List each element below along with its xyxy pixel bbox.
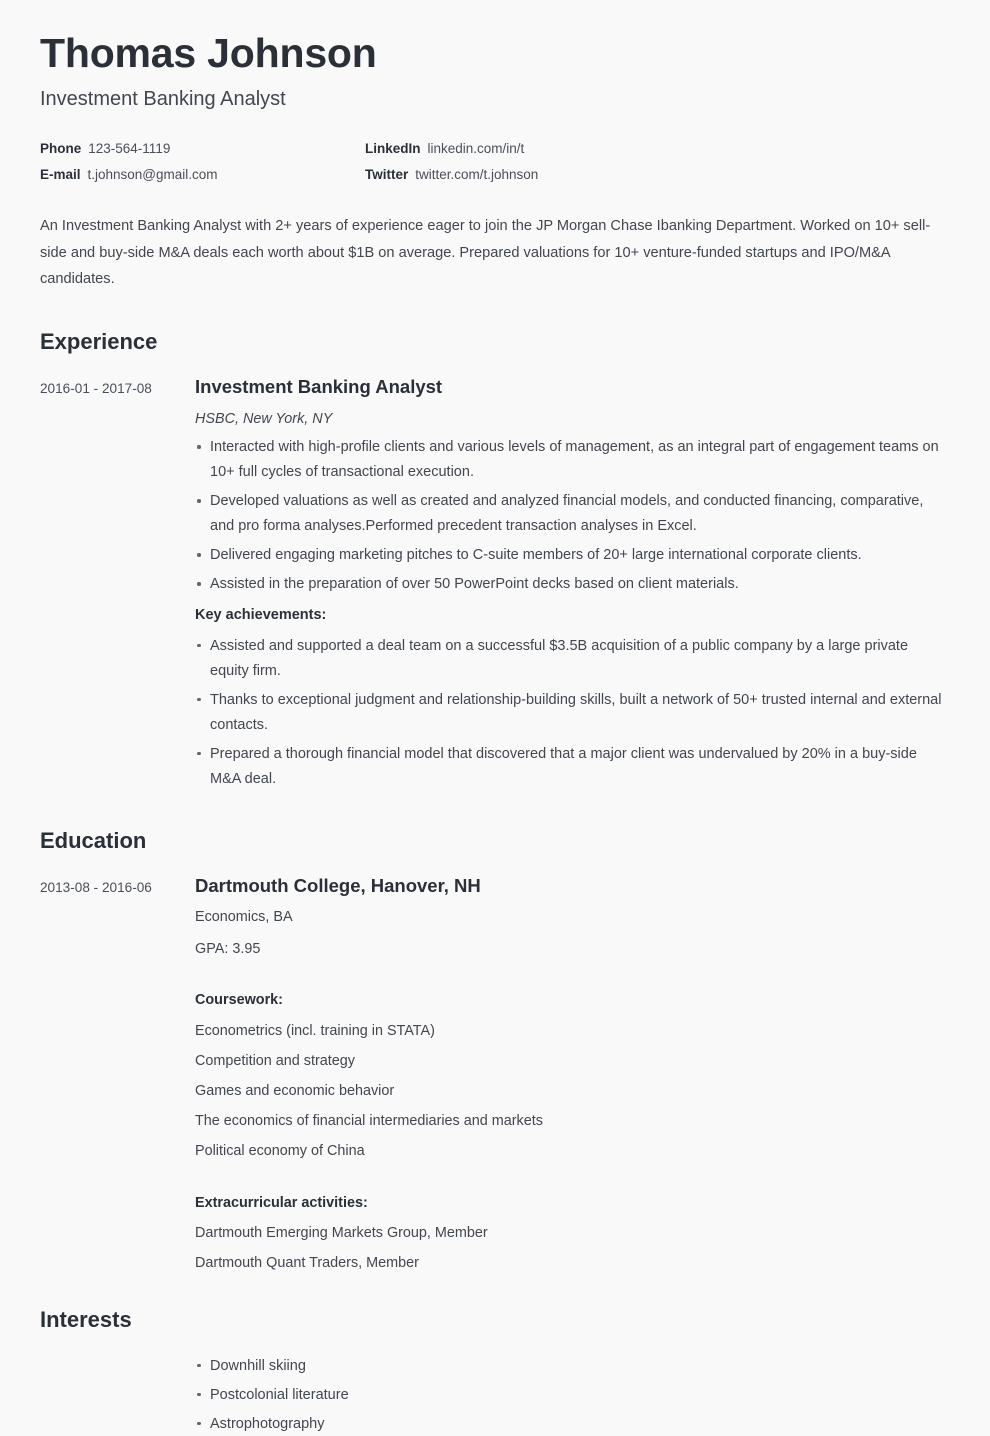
list-item: Thanks to exceptional judgment and relationship-building skills, built a network of 50+ trusted internal and external contacts.	[195, 688, 950, 738]
section-heading-education: Education	[40, 828, 950, 854]
contact-value-linkedin[interactable]: linkedin.com/in/t	[428, 141, 525, 156]
section-experience	[40, 329, 950, 792]
experience-entry-dates: 2016-01 - 2017-08	[40, 375, 195, 399]
list-item: Postcolonial literature	[195, 1383, 950, 1408]
contact-value-phone[interactable]: 123-564-1119	[88, 141, 170, 156]
contact-value-twitter[interactable]: twitter.com/t.johnson	[415, 167, 538, 182]
education-entry-degree: Economics, BA	[195, 905, 950, 930]
contact-row	[40, 141, 950, 156]
contact-label-phone: Phone	[40, 141, 81, 156]
list-item: Assisted and supported a deal team on a successful $3.5B acquisition of a public company by a large private equity firm.	[195, 634, 950, 684]
education-entry-body	[195, 874, 950, 1276]
extracurricular-list	[195, 1221, 950, 1276]
experience-achievements-list	[195, 634, 950, 792]
interests-list	[195, 1354, 950, 1436]
experience-entry-body	[195, 375, 950, 791]
contact-item-linkedin	[365, 141, 950, 156]
list-item: Delivered engaging marketing pitches to C-suite members of 20+ large international corporate clients.	[195, 543, 950, 568]
contact-value-email[interactable]: t.johnson@gmail.com	[88, 167, 218, 182]
list-item: Interacted with high-profile clients and various levels of management, as an integral part of engagement teams on 10+ full cycles of transactional execution.	[195, 435, 950, 485]
key-achievements-label: Key achievements:	[195, 603, 950, 628]
list-item: Assisted in the preparation of over 50 PowerPoint decks based on client materials.	[195, 572, 950, 597]
section-interests	[40, 1307, 950, 1436]
list-item: Downhill skiing	[195, 1354, 950, 1379]
list-item: Developed valuations as well as created and analyzed financial models, and conducted financing, comparative, and pro forma analyses.Performed precedent transaction analyses in Excel.	[195, 489, 950, 539]
contact-block	[40, 141, 950, 182]
section-heading-interests: Interests	[40, 1307, 950, 1333]
contact-label-email: E-mail	[40, 167, 81, 182]
list-item: Prepared a thorough financial model that discovered that a major client was undervalued by 20% in a buy-side M&A deal.	[195, 742, 950, 792]
interests-body	[195, 1354, 950, 1436]
list-item: The economics of financial intermediaries and markets	[195, 1109, 950, 1134]
list-item: Econometrics (incl. training in STATA)	[195, 1019, 950, 1044]
professional-summary: An Investment Banking Analyst with 2+ years of experience eager to join the JP Morgan Chase Ibanking Department. Worked on 10+ sell-side and buy-side M&A deals each worth about $1B on average. Prepared valuations for 10+ venture-funded startups and IPO/M&A candidates.	[40, 213, 950, 293]
spacer	[195, 1165, 950, 1191]
experience-entry-company: HSBC, New York, NY	[195, 409, 950, 429]
spacer	[195, 962, 950, 988]
contact-item-email	[40, 167, 365, 182]
candidate-name: Thomas Johnson	[40, 30, 950, 77]
education-entry	[40, 874, 950, 1276]
education-entry-gpa: GPA: 3.95	[195, 937, 950, 962]
list-item: Games and economic behavior	[195, 1079, 950, 1104]
experience-entry-title: Investment Banking Analyst	[195, 375, 950, 399]
contact-item-phone	[40, 141, 365, 156]
section-education	[40, 828, 950, 1277]
contact-label-linkedin: LinkedIn	[365, 141, 421, 156]
contact-label-twitter: Twitter	[365, 167, 408, 182]
candidate-job-title: Investment Banking Analyst	[40, 87, 950, 111]
education-entry-dates: 2013-08 - 2016-06	[40, 874, 195, 898]
coursework-label: Coursework:	[195, 988, 950, 1013]
list-item: Dartmouth Emerging Markets Group, Member	[195, 1221, 950, 1246]
experience-responsibilities-list	[195, 435, 950, 597]
list-item: Political economy of China	[195, 1139, 950, 1164]
resume-header	[40, 0, 950, 182]
coursework-list	[195, 1019, 950, 1165]
contact-row	[40, 167, 950, 182]
contact-item-twitter	[365, 167, 950, 182]
list-item: Competition and strategy	[195, 1049, 950, 1074]
extracurricular-label: Extracurricular activities:	[195, 1191, 950, 1216]
section-heading-experience: Experience	[40, 329, 950, 355]
list-item: Dartmouth Quant Traders, Member	[195, 1251, 950, 1276]
list-item: Astrophotography	[195, 1412, 950, 1436]
education-entry-school: Dartmouth College, Hanover, NH	[195, 874, 950, 898]
experience-entry	[40, 375, 950, 791]
